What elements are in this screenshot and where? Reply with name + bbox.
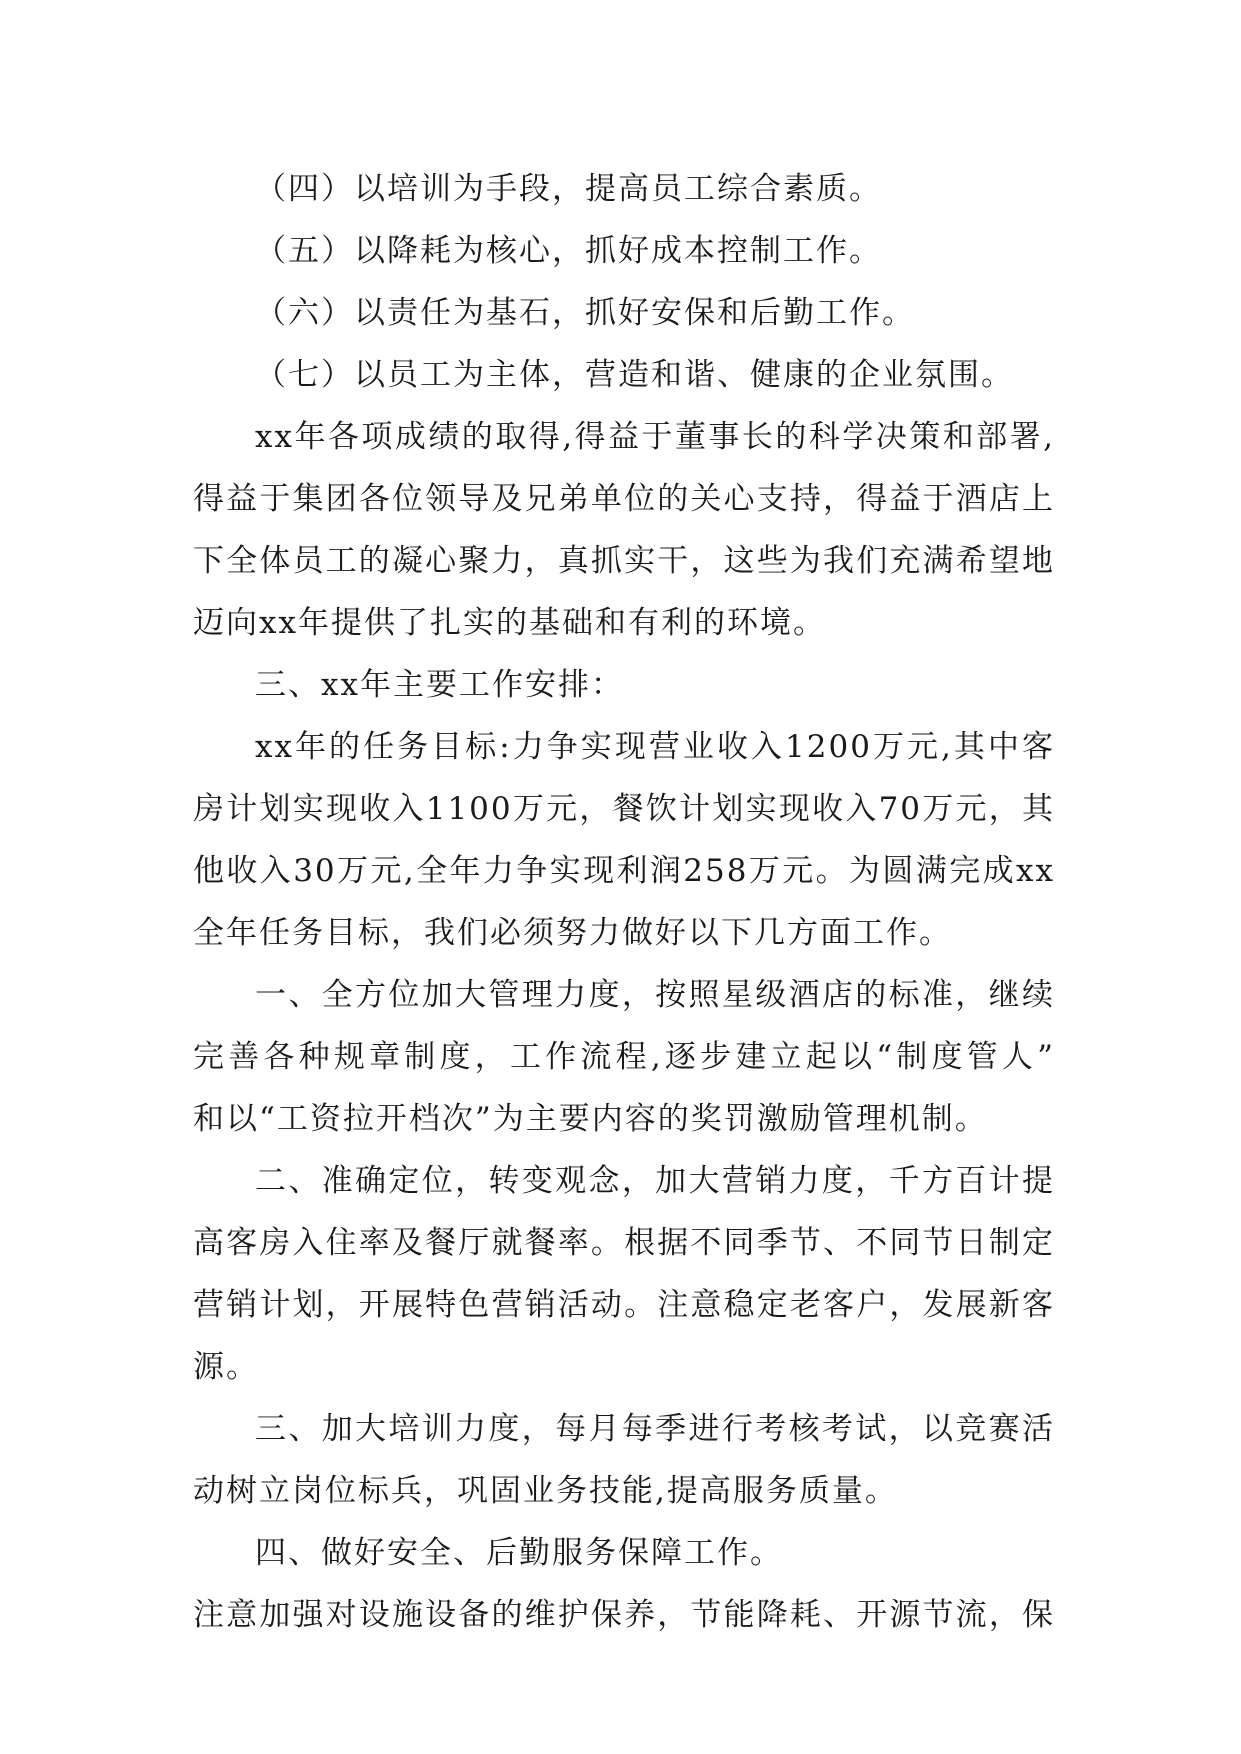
text-line: 高客房入住率及餐厅就餐率。根据不同季节、不同节日制定 — [193, 1225, 1055, 1261]
text-line: 注意加强对设施设备的维护保养，节能降耗、开源节流，保 — [193, 1597, 1055, 1633]
text-line: 全年任务目标，我们必须努力做好以下几方面工作。 — [193, 915, 952, 951]
text-line: xx年各项成绩的取得,得益于董事长的科学决策和部署, — [255, 419, 1055, 455]
section-heading: 三、xx年主要工作安排： — [255, 667, 624, 703]
text-line: 四、做好安全、后勤服务保障工作。 — [255, 1535, 783, 1571]
text-line: xx年的任务目标:力争实现营业收入1200万元,其中客 — [255, 729, 1055, 765]
text-line: 他收入30万元,全年力争实现利润258万元。为圆满完成xx — [193, 853, 1055, 889]
text-line: 一、全方位加大管理力度，按照星级酒店的标准，继续 — [255, 977, 1055, 1013]
text-line: 三、加大培训力度，每月每季进行考核考试，以竞赛活 — [255, 1411, 1055, 1447]
text-line: 营销计划，开展特色营销活动。注意稳定老客户，发展新客 — [193, 1287, 1055, 1323]
text-line: 二、准确定位，转变观念，加大营销力度，千方百计提 — [255, 1163, 1055, 1199]
text-line: （四）以培训为手段，提高员工综合素质。 — [255, 171, 882, 207]
text-line: （六）以责任为基石，抓好安保和后勤工作。 — [255, 295, 915, 331]
text-line: （七）以员工为主体，营造和谐、健康的企业氛围。 — [255, 357, 1014, 393]
text-line: 房计划实现收入1100万元，餐饮计划实现收入70万元，其 — [193, 791, 1055, 827]
text-line: 和以“工资拉开档次”为主要内容的奖罚激励管理机制。 — [193, 1101, 988, 1137]
text-line: 得益于集团各位领导及兄弟单位的关心支持，得益于酒店上 — [193, 481, 1055, 517]
document-body — [193, 158, 1055, 1646]
text-line: 迈向xx年提供了扎实的基础和有利的环境。 — [193, 605, 826, 641]
text-line: 源。 — [193, 1349, 259, 1385]
text-line: 下全体员工的凝心聚力，真抓实干，这些为我们充满希望地 — [193, 543, 1055, 579]
text-line: 完善各种规章制度，工作流程,逐步建立起以“制度管人” — [193, 1039, 1055, 1075]
text-line: 动树立岗位标兵，巩固业务技能,提高服务质量。 — [193, 1473, 898, 1509]
text-line: （五）以降耗为核心，抓好成本控制工作。 — [255, 233, 882, 269]
